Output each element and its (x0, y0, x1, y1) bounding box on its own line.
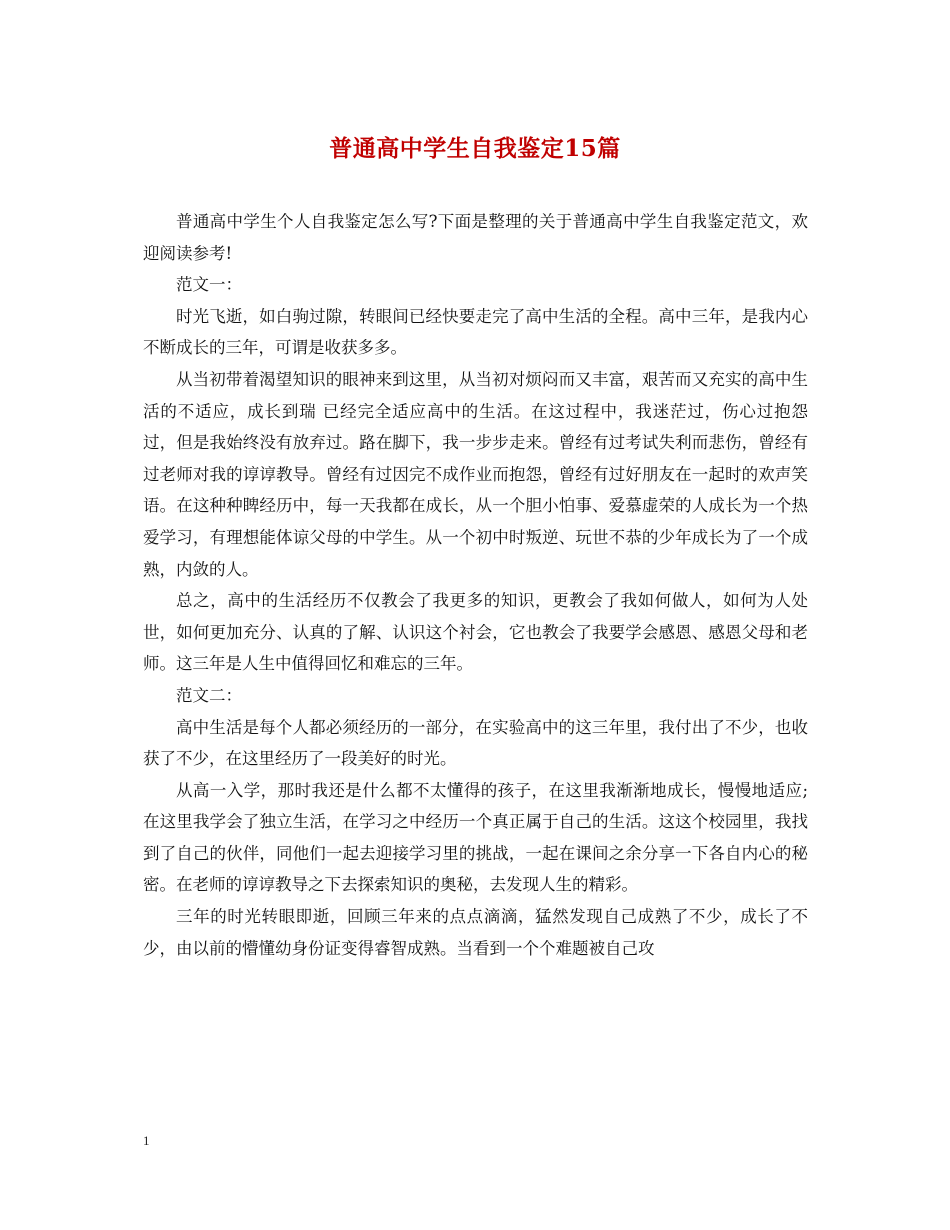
section-heading-sample-1: 范文一： (176, 275, 242, 295)
paragraph: 三年的时光转眼即逝，回顾三年来的点点滴滴，猛然发现自己成熟了不少，成长了不少，由以前的懵懂幼身份证变得睿智成熟。当看到一个个难题被自己攻 (143, 907, 808, 958)
paragraph-intro: 普通高中学生个人自我鉴定怎么写?下面是整理的关于普通高中学生自我鉴定范文，欢迎阅读参考! (143, 212, 808, 263)
document-title: 普通高中学生自我鉴定15篇 (329, 135, 621, 162)
paragraph: 总之，高中的生活经历不仅教会了我更多的知识，更教会了我如何做人，如何为人处世，如何更加充分、认真的了解、认识这个衬会，它也教会了我要学会感恩、感恩父母和老师。这三年是人生中值得回忆和难忘的三年。 (143, 591, 808, 674)
document-body (143, 206, 808, 964)
paragraph: 时光飞逝，如白驹过隙，转眼间已经快要走完了高中生活的全程。高中三年，是我内心不断成长的三年，可谓是收获多多。 (143, 306, 808, 358)
section-heading-sample-2: 范文二： (176, 685, 242, 705)
paragraph: 高中生活是每个人都必须经历的一部分，在实验高中的这三年里，我付出了不少，也收获了不少，在这里经历了一段美好的时光。 (143, 717, 808, 769)
page-number: 1 (143, 1133, 150, 1148)
paragraph: 从当初带着渴望知识的眼神来到这里，从当初对烦闷而又丰富，艰苦而又充实的高中生活的不适应，成长到瑞 已经完全适应高中的生活。在这过程中，我迷茫过，伤心过抱怨过，但是我始终没有放弃过。路在脚下，我一步步走来。曾经有过考试失利而悲伤，曾经有过老师对我的谆谆教导。曾经有过因完不成作业而抱怨，曾经有过好朋友在一起时的欢声笑语。在这种种睥经历中，每一天我都在成长，从一个胆小怕事、爱慕虚荣的人成长为一个热爱学习，有理想能体谅父母的中学生。从一个初中时叛逆、玩世不恭的少年成长为了一个成熟，内敛的人。 (143, 369, 808, 579)
paragraph: 从高一入学，那时我还是什么都不太懂得的孩子，在这里我渐渐地成长，慢慢地适应;在这里我学会了独立生活，在学习之中经历一个真正属于自己的生活。这这个校园里，我找到了自己的伙伴，同他们一起去迎接学习里的挑战，一起在课间之余分享一下各自内心的秘密。在老师的谆谆教导之下去探索知识的奥秘，去发现人生的精彩。 (143, 780, 808, 895)
